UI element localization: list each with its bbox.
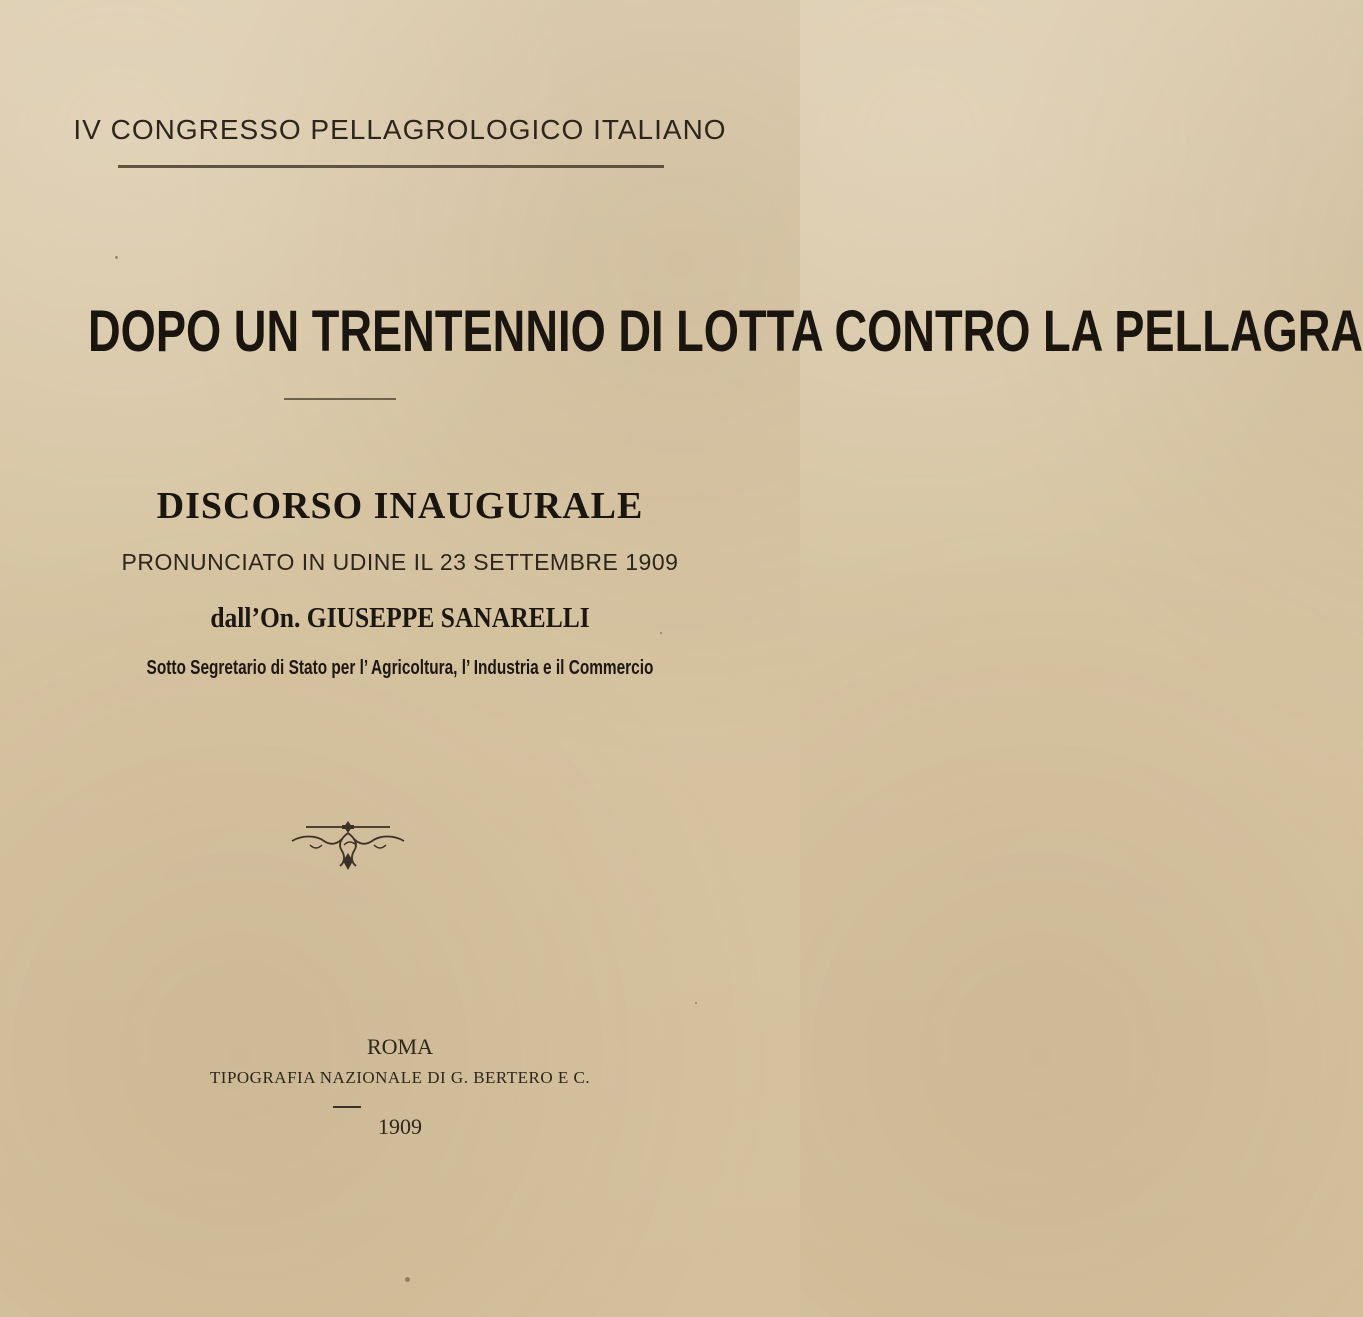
- office-line: Sotto Segretario di Stato per l’ Agricoltura, l’ Industria e il Commercio: [146, 657, 654, 679]
- decorative-fleuron-icon: [282, 811, 414, 885]
- headline: DOPO UN TRENTENNIO DI LOTTA CONTRO LA PELLAGRA: [88, 299, 1363, 364]
- speech-type: DISCORSO INAUGURALE: [156, 485, 644, 527]
- small-divider: [333, 1106, 361, 1108]
- top-divider: [118, 165, 664, 168]
- paper-speck: [695, 1002, 697, 1004]
- congress-title: IV CONGRESSO PELLAGROLOGICO ITALIANO: [73, 114, 727, 145]
- author-line: dall’On. GIUSEPPE SANARELLI: [210, 602, 590, 634]
- paper-speck: [115, 256, 118, 259]
- paper-speck: [660, 632, 662, 634]
- headline-divider: [284, 398, 396, 400]
- delivery-line: PRONUNCIATO IN UDINE IL 23 SETTEMBRE 1909: [121, 549, 679, 575]
- printer-name: TIPOGRAFIA NAZIONALE DI G. BERTERO E C.: [209, 1068, 591, 1087]
- publication-city: ROMA: [366, 1034, 433, 1059]
- publication-year: 1909: [378, 1114, 422, 1139]
- paper-speck: [405, 1277, 410, 1282]
